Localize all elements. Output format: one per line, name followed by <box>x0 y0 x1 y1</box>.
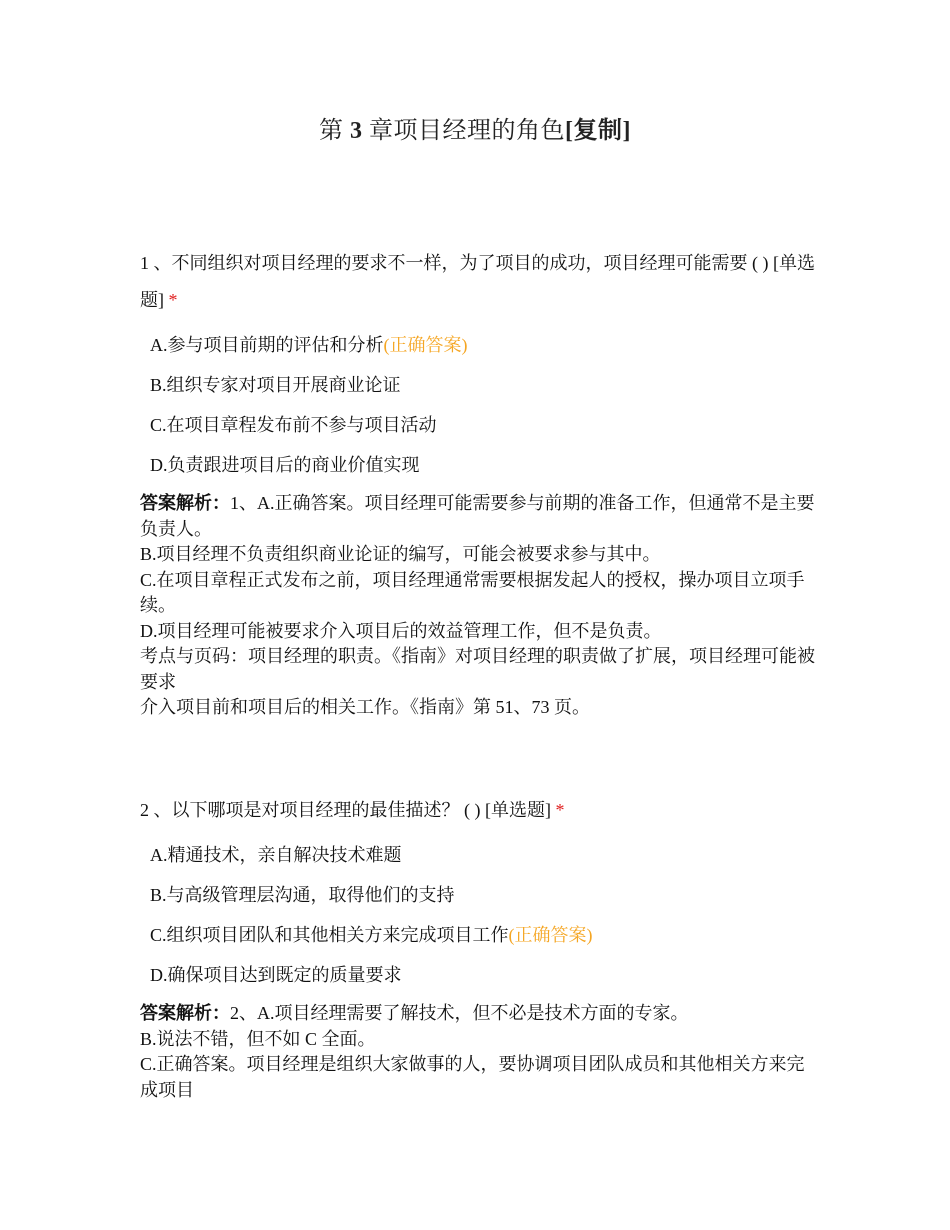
analysis-line: B.项目经理不负责组织商业论证的编写，可能会被要求参与其中。 <box>140 544 661 564</box>
analysis-text: 1、A.正确答案。项目经理可能需要参与前期的准备工作，但通常不是主要负责人。 <box>140 493 815 539</box>
option-d-label: D.负责跟进项目后的商业价值实现 <box>150 455 420 475</box>
question-1-text <box>140 245 820 319</box>
analysis-line: D.项目经理可能被要求介入项目后的效益管理工作，但不是负责。 <box>140 620 662 641</box>
analysis-label: 答案解析： <box>140 493 230 513</box>
question-1-stem: 1 、不同组织对项目经理的要求不一样，为了项目的成功，项目经理可能需要 ( ) [单选题] <box>140 253 815 310</box>
option-b[interactable] <box>150 875 820 915</box>
analysis-label: 答案解析： <box>140 1003 230 1023</box>
question-2-options <box>150 835 820 995</box>
analysis-text: 2、A.项目经理需要了解技术，但不必是技术方面的专家。 <box>230 1003 689 1023</box>
analysis-line: 介入项目前和项目后的相关工作。《指南》第 51、73 页。 <box>140 697 590 717</box>
option-a[interactable] <box>150 325 820 365</box>
correct-answer-tag: (正确答案) <box>383 335 468 355</box>
analysis-line <box>140 491 820 542</box>
question-2-analysis <box>140 1001 820 1103</box>
correct-answer-tag: (正确答案) <box>508 925 593 945</box>
option-a-label: A.精通技术，亲自解决技术难题 <box>150 845 402 865</box>
analysis-line: C.在项目章程正式发布之前，项目经理通常需要根据发起人的授权，操办项目立项手续。 <box>140 569 805 615</box>
option-b-label: B.组织专家对项目开展商业论证 <box>150 375 401 395</box>
title-copy-tag: [复制] <box>565 118 631 144</box>
analysis-line: 考点与页码：项目经理的职责。《指南》对项目经理的职责做了扩展，项目经理可能被要求 <box>140 646 815 692</box>
title-main: 章项目经理的角色 <box>362 118 565 144</box>
question-1 <box>140 245 820 721</box>
question-2-text <box>140 792 820 829</box>
option-b[interactable] <box>150 365 820 405</box>
option-d-label: D.确保项目达到既定的质量要求 <box>150 965 402 985</box>
title-chapter-number: 3 <box>350 118 363 144</box>
option-c[interactable] <box>150 405 820 445</box>
option-a-label: A.参与项目前期的评估和分析 <box>150 335 384 355</box>
option-d[interactable] <box>150 955 820 995</box>
question-2 <box>140 792 820 1103</box>
title-prefix: 第 <box>319 118 350 144</box>
analysis-line: C.正确答案。项目经理是组织大家做事的人，要协调项目团队成员和其他相关方来完成项目 <box>140 1054 805 1100</box>
question-1-options <box>150 325 820 485</box>
question-1-analysis <box>140 491 820 721</box>
question-2-stem: 2 、以下哪项是对项目经理的最佳描述？ ( ) [单选题] <box>140 800 551 820</box>
option-b-label: B.与高级管理层沟通，取得他们的支持 <box>150 885 455 905</box>
option-c[interactable] <box>150 915 820 955</box>
required-mark: * <box>168 290 178 310</box>
option-c-label: C.在项目章程发布前不参与项目活动 <box>150 415 437 435</box>
analysis-line: B.说法不错，但不如 C 全面。 <box>140 1028 376 1049</box>
option-c-label: C.组织项目团队和其他相关方来完成项目工作 <box>150 925 509 945</box>
required-mark: * <box>555 800 565 820</box>
analysis-line <box>140 1001 820 1027</box>
page-title <box>0 110 950 145</box>
option-a[interactable] <box>150 835 820 875</box>
option-d[interactable] <box>150 445 820 485</box>
